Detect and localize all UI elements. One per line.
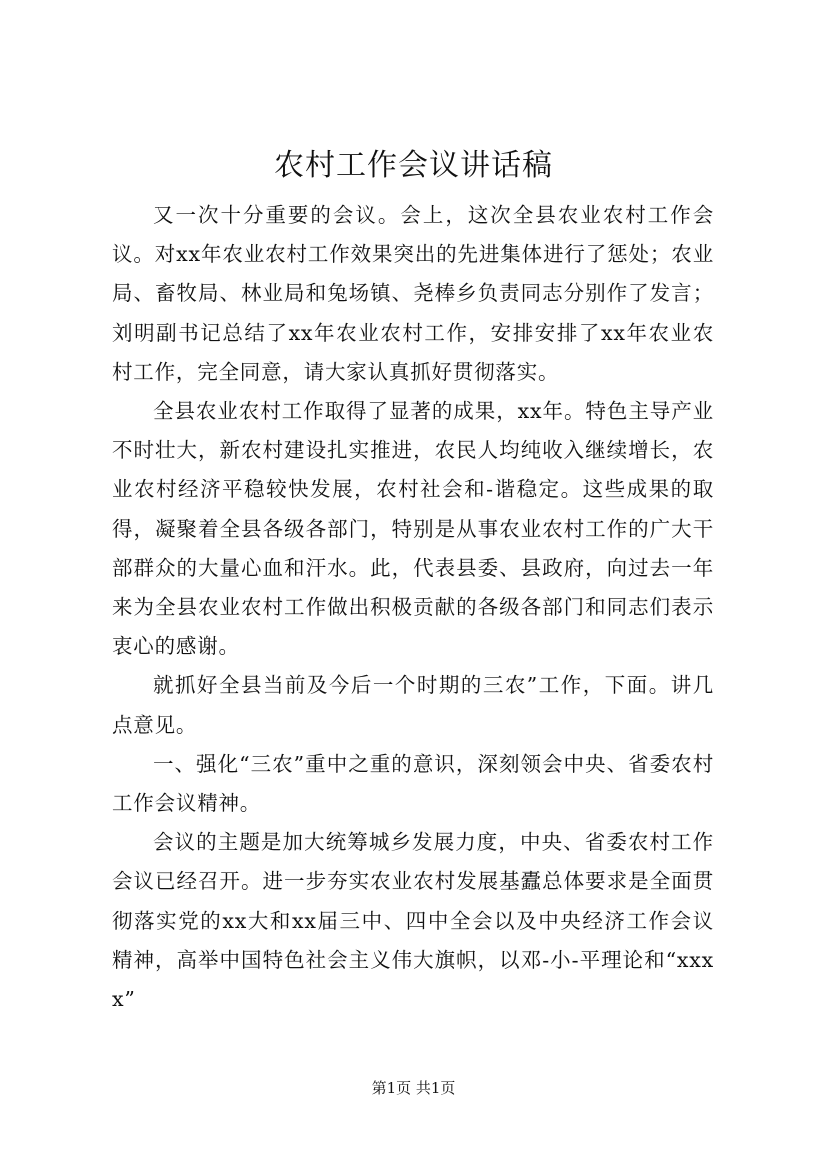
document-body <box>112 196 714 1019</box>
paragraph-3: 就抓好全县当前及今后一个时期的三农”工作，下面。讲几点意见。 <box>112 673 714 737</box>
document-title: 农村工作会议讲话稿 <box>274 148 553 183</box>
paragraph-2: 全县农业农村工作取得了显著的成果，xx年。特色主导产业不时壮大，新农村建设扎实推进，农民人均纯收入继续增长，农业农村经济平稳较快发展，农村社会和-谐稳定。这些成果的取得，凝聚着全县各级各部门，特别是从事农业农村工作的广大干部群众的大量心血和汗水。此，代表县委、县政府，向过去一年来为全县农业农村工作做出积极贡献的各级各部门和同志们表示衷心的感谢。 <box>112 399 714 659</box>
paragraph-5: 会议的主题是加大统筹城乡发展力度，中央、省委农村工作会议已经召开。进一步夯实农业农村发展基蠹总体要求是全面贯彻落实党的xx大和xx届三中、四中全会以及中央经济工作会议精神，高举中国特色社会主义伟大旗帜，以邓-小-平理论和“xxxx” <box>112 830 714 1012</box>
paragraph-1: 又一次十分重要的会议。会上，这次全县农业农村工作会议。对xx年农业农村工作效果突出的先进集体进行了惩处；农业局、畜牧局、林业局和兔场镇、尧棒乡负责同志分别作了发言；刘明副书记总结了xx年农业农村工作，安排安排了xx年农业农村工作，完全同意，请大家认真抓好贯彻落实。 <box>112 203 714 384</box>
paragraph-4: 一、强化“三农”重中之重的意识，深刻领会中央、省委农村工作会议精神。 <box>112 751 714 816</box>
page-footer: 第1页 共1页 <box>371 1079 456 1097</box>
